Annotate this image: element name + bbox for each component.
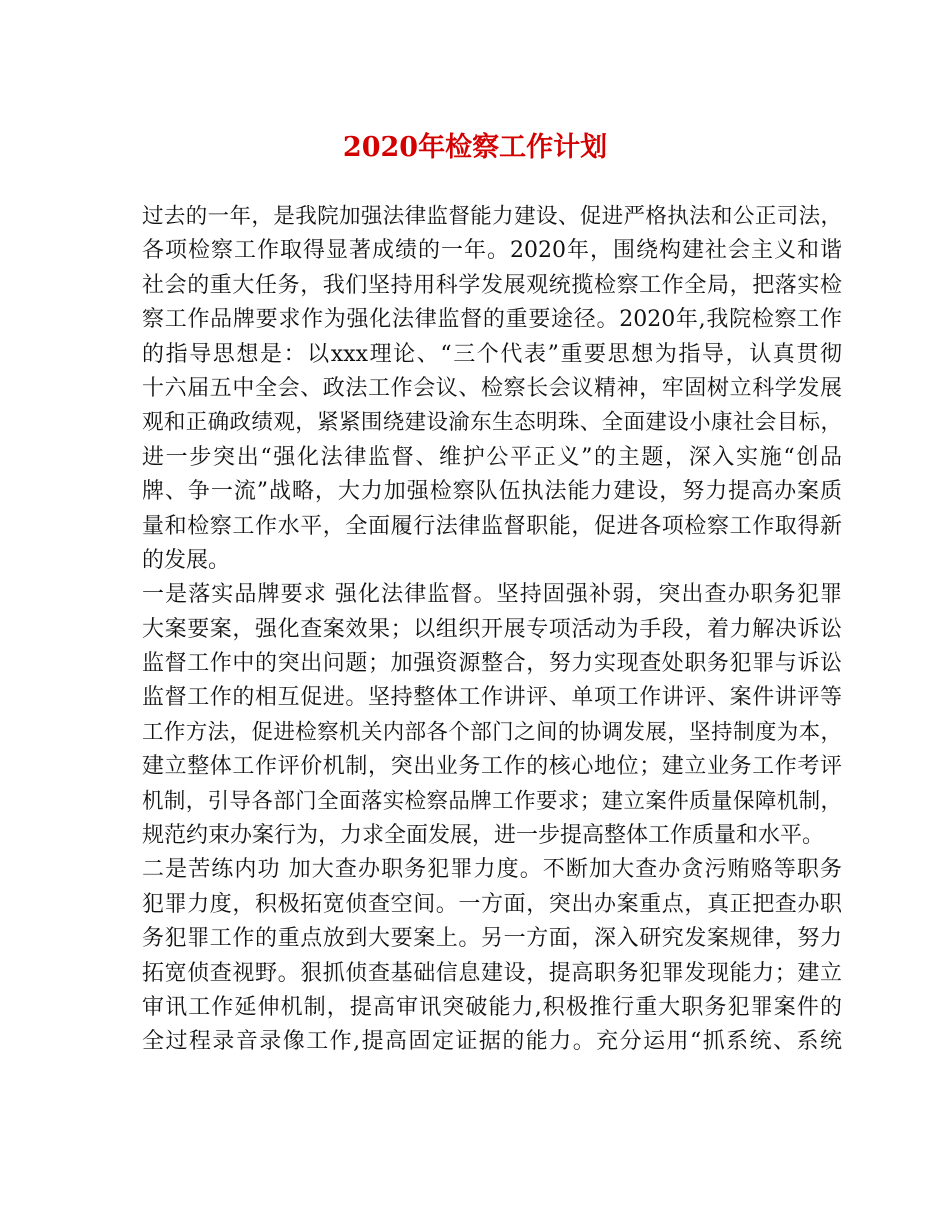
text-line: 全过程录音录像工作,提高固定证据的能力。充分运用“抓系统、系统 — [142, 1029, 842, 1055]
text-line: 观和正确政绩观，紧紧围绕建设渝东生态明珠、全面建设小康社会目标， — [142, 410, 842, 436]
text-line: 监督工作的相互促进。坚持整体工作讲评、单项工作讲评、案件讲评等 — [142, 685, 842, 711]
text-line: 察工作品牌要求作为强化法律监督的重要途径。2020年,我院检察工作 — [142, 307, 842, 333]
text-line: 规范约束办案行为，力求全面发展，进一步提高整体工作质量和水平。 — [142, 823, 825, 849]
text-line: 工作方法，促进检察机关内部各个部门之间的协调发展，坚持制度为本， — [142, 719, 842, 745]
text-line: 的指导思想是：以xxx理论、“三个代表”重要思想为指导，认真贯彻 — [142, 341, 842, 367]
text-line: 的发展。 — [142, 547, 231, 573]
text-line: 大案要案，强化查案效果；以组织开展专项活动为手段，着力解决诉讼 — [142, 616, 842, 642]
text-line: 进一步突出“强化法律监督、维护公平正义”的主题，深入实施“创品 — [142, 444, 842, 470]
document-title: 2020年检察工作计划 — [342, 132, 608, 163]
text-line: 牌、争一流”战略，大力加强检察队伍执法能力建设，努力提高办案质 — [142, 479, 842, 505]
text-line: 审讯工作延伸机制，提高审讯突破能力,积极推行重大职务犯罪案件的 — [142, 994, 842, 1020]
text-line: 十六届五中全会、政法工作会议、检察长会议精神，牢固树立科学发展 — [142, 375, 842, 401]
text-line: 拓宽侦查视野。狠抓侦查基础信息建设，提高职务犯罪发现能力；建立 — [142, 960, 842, 986]
text-line: 社会的重大任务，我们坚持用科学发展观统揽检察工作全局，把落实检 — [142, 272, 842, 298]
text-line: 建立整体工作评价机制，突出业务工作的核心地位；建立业务工作考评 — [142, 754, 842, 780]
text-line: 务犯罪工作的重点放到大要案上。另一方面，深入研究发案规律，努力 — [142, 926, 842, 952]
text-line: 一是落实品牌要求 强化法律监督。坚持固强补弱，突出查办职务犯罪 — [142, 582, 842, 608]
document-body — [142, 200, 842, 1060]
text-line: 二是苦练内功 加大查办职务犯罪力度。不断加大查办贪污贿赂等职务 — [142, 857, 842, 883]
text-line: 犯罪力度，积极拓宽侦查空间。一方面，突出办案重点，真正把查办职 — [142, 891, 842, 917]
text-line: 各项检察工作取得显著成绩的一年。2020年，围绕构建社会主义和谐 — [142, 238, 842, 264]
text-line: 监督工作中的突出问题；加强资源整合，努力实现查处职务犯罪与诉讼 — [142, 651, 842, 677]
text-line: 机制，引导各部门全面落实检察品牌工作要求；建立案件质量保障机制， — [142, 788, 842, 814]
text-line: 量和检察工作水平，全面履行法律监督职能，促进各项检察工作取得新 — [142, 513, 842, 539]
text-line: 过去的一年，是我院加强法律监督能力建设、促进严格执法和公正司法， — [142, 204, 842, 229]
